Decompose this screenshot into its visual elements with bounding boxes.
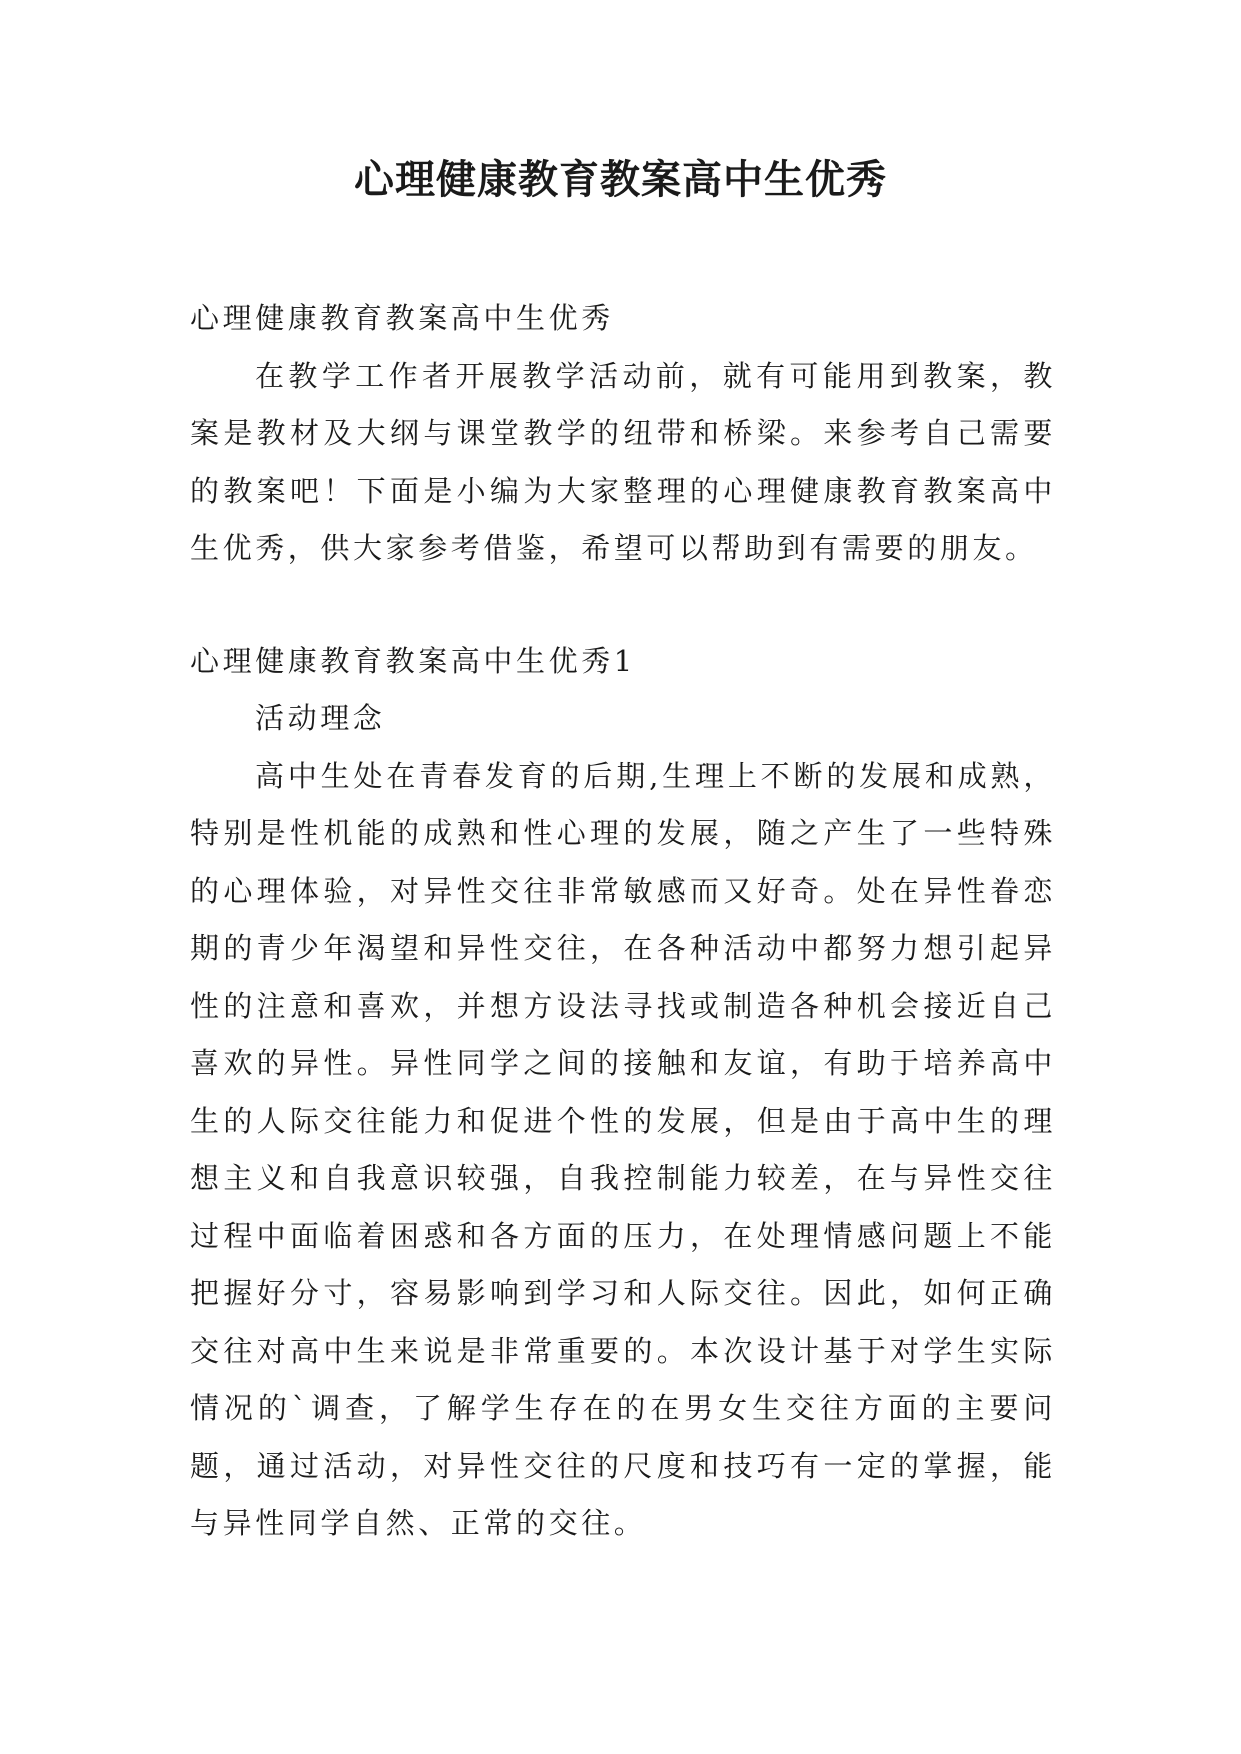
document-body [190, 290, 1056, 1553]
section-subheading: 活动理念 [255, 701, 386, 735]
document-subtitle: 心理健康教育教案高中生优秀 [190, 301, 614, 335]
document-title: 心理健康教育教案高中生优秀 [354, 157, 887, 203]
section-spacer [190, 578, 1056, 633]
section-body-paragraph: 高中生处在青春发育的后期,生理上不断的发展和成熟，特别是性机能的成熟和性心理的发展，随之产生了一些特殊的心理体验，对异性交往非常敏感而又好奇。处在异性眷恋期的青少年渴望和异性交往，在各种活动中都努力想引起异性的注意和喜欢，并想方设法寻找或制造各种机会接近自己喜欢的异性。异性同学之间的接触和友谊，有助于培养高中生的人际交往能力和促进个性的发展，但是由于高中生的理想主义和自我意识较强，自我控制能力较差，在与异性交往过程中面临着困惑和各方面的压力，在处理情感问题上不能把握好分寸，容易影响到学习和人际交往。因此，如何正确交往对高中生来说是非常重要的。本次设计基于对学生实际情况的`调查，了解学生存在的在男女生交往方面的主要问题，通过活动，对异性交往的尺度和技巧有一定的掌握，能与异性同学自然、正常的交往。 [190, 758, 1056, 1540]
intro-paragraph: 在教学工作者开展教学活动前，就有可能用到教案，教案是教材及大纲与课堂教学的纽带和桥梁。来参考自己需要的教案吧！下面是小编为大家整理的心理健康教育教案高中生优秀，供大家参考借鉴，希望可以帮助到有需要的朋友。 [190, 358, 1056, 565]
section-heading: 心理健康教育教案高中生优秀1 [190, 643, 636, 678]
